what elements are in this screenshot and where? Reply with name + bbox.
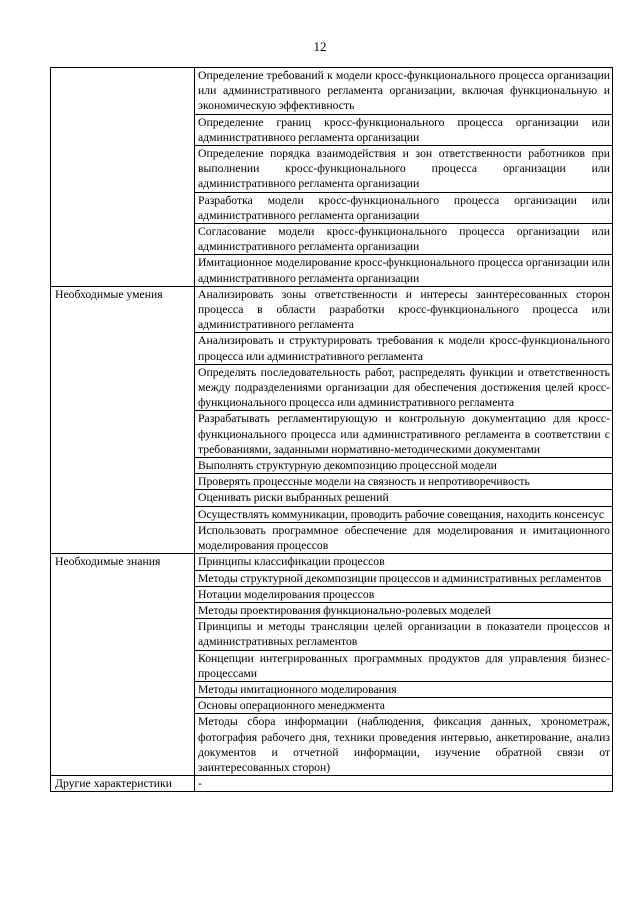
table-cell: Разрабатывать регламентирующую и контрольную документацию для кросс-функционального процесса или административного регламента в соответствии с требованиями, заданными нормативно-методическими документами	[195, 411, 613, 458]
table-cell: Методы структурной декомпозиции процессов и административных регламентов	[195, 570, 613, 586]
table-cell: Проверять процессные модели на связность и непротиворечивость	[195, 474, 613, 490]
table-cell: Основы операционного менеджмента	[195, 698, 613, 714]
table-cell: Использовать программное обеспечение для моделирования и имитационного моделирования процессов	[195, 522, 613, 553]
table-row	[51, 286, 613, 333]
table-row	[51, 776, 613, 792]
table-cell: Методы имитационного моделирования	[195, 681, 613, 697]
table-cell: Анализировать зоны ответственности и интересы заинтересованных сторон процесса в области разработки кросс-функционального процесса или административного регламента	[195, 286, 613, 333]
section-label-continuation	[51, 68, 195, 287]
table-cell: Имитационное моделирование кросс-функционального процесса организации или административного регламента организации	[195, 255, 613, 286]
table-cell: Определять последовательность работ, распределять функции и ответственность между подразделениями организации для обеспечения достижения целей кросс-функционального процесса или административного регламента	[195, 364, 613, 411]
table-cell: Принципы классификации процессов	[195, 554, 613, 570]
section-label-other: Другие характеристики	[51, 776, 195, 792]
table-cell: Выполнять структурную декомпозицию процессной модели	[195, 458, 613, 474]
table-cell: Определение требований к модели кросс-функционального процесса организации или административного регламента организации, включая функциональную и экономическую эффективность	[195, 68, 613, 115]
table-row	[51, 554, 613, 570]
table-cell: Оценивать риски выбранных решений	[195, 490, 613, 506]
section-label-skills: Необходимые умения	[51, 286, 195, 553]
table-cell: Разработка модели кросс-функционального процесса организации или административного регламента организации	[195, 192, 613, 223]
table-cell: Определение границ кросс-функционального процесса организации или административного регламента организации	[195, 114, 613, 145]
table-cell: Определение порядка взаимодействия и зон ответственности работников при выполнении кросс-функционального процесса организации или административного регламента организации	[195, 146, 613, 193]
table-cell: Принципы и методы трансляции целей организации в показатели процессов и административных регламентов	[195, 619, 613, 650]
table-cell: Концепции интегрированных программных продуктов для управления бизнес-процессами	[195, 650, 613, 681]
table-cell: Согласование модели кросс-функционального процесса организации или административного регламента организации	[195, 224, 613, 255]
table-cell: Методы сбора информации (наблюдения, фиксация данных, хронометраж, фотография рабочего дня, техники проведения интервью, анкетирование, анализ документов и отчетной информации, изучение обратной связи от заинтересованных сторон)	[195, 714, 613, 776]
table-row	[51, 68, 613, 115]
table-cell: Осуществлять коммуникации, проводить рабочие совещания, находить консенсус	[195, 506, 613, 522]
section-label-knowledge: Необходимые знания	[51, 554, 195, 776]
table-cell: Нотации моделирования процессов	[195, 586, 613, 602]
table-cell: -	[195, 776, 613, 792]
page-number: 12	[313, 39, 327, 54]
requirements-table	[50, 67, 613, 792]
table-cell: Методы проектирования функционально-ролевых моделей	[195, 602, 613, 618]
table-cell: Анализировать и структурировать требования к модели кросс-функционального процесса или административного регламента	[195, 333, 613, 364]
